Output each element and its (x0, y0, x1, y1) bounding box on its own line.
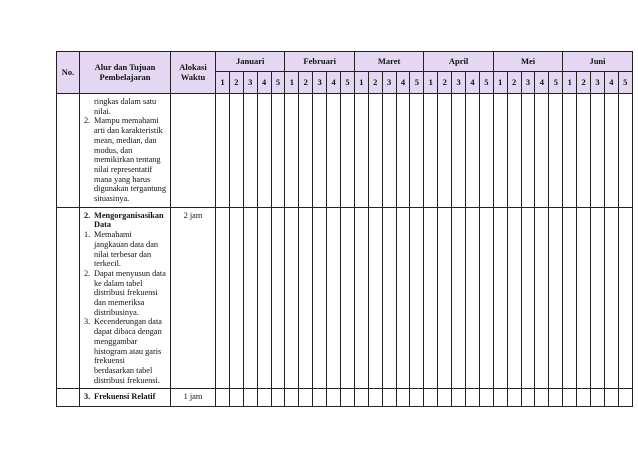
cell-alur (80, 389, 171, 407)
schedule-cell (229, 207, 243, 389)
schedule-cell (604, 389, 618, 407)
schedule-cell (368, 207, 382, 389)
schedule-cell (271, 207, 285, 389)
schedule-cell (285, 94, 299, 208)
header-week: 5 (618, 72, 632, 94)
schedule-cell (285, 207, 299, 389)
schedule-cell (354, 207, 368, 389)
item-number: 2. (84, 116, 91, 126)
list-item (84, 269, 167, 318)
schedule-cell (535, 207, 549, 389)
header-no: No. (57, 52, 80, 94)
schedule-cell (591, 207, 605, 389)
schedule-cell (438, 94, 452, 208)
header-week: 4 (535, 72, 549, 94)
schedule-cell (354, 94, 368, 208)
schedule-cell (521, 207, 535, 389)
table-row (57, 207, 633, 389)
schedule-cell (313, 94, 327, 208)
item-number: 1. (84, 230, 91, 240)
schedule-cell (341, 207, 355, 389)
schedule-cell (341, 389, 355, 407)
item-number: 2. (84, 268, 91, 278)
schedule-cell (327, 207, 341, 389)
header-week: 3 (382, 72, 396, 94)
header-week: 3 (313, 72, 327, 94)
header-week: 2 (229, 72, 243, 94)
header-week: 4 (396, 72, 410, 94)
header-alokasi: Alokasi Waktu (171, 52, 216, 94)
schedule-cell (382, 94, 396, 208)
item-text: Memahami jangkauan data dan nilai terbesar dan terkecil. (94, 230, 159, 269)
continued-text: ringkas dalam satu nilai. (94, 97, 157, 116)
schedule-cell (396, 207, 410, 389)
schedule-cell (549, 94, 563, 208)
schedule-cell (243, 94, 257, 208)
schedule-cell (591, 389, 605, 407)
header-week: 1 (285, 72, 299, 94)
schedule-cell (216, 94, 230, 208)
header-week: 2 (577, 72, 591, 94)
schedule-cell (563, 207, 577, 389)
schedule-cell (438, 207, 452, 389)
schedule-cell (424, 389, 438, 407)
schedule-cell (577, 94, 591, 208)
schedule-cell (354, 389, 368, 407)
header-month: Juni (563, 52, 632, 72)
schedule-cell (618, 207, 632, 389)
header-month: Mei (493, 52, 562, 72)
schedule-cell (299, 389, 313, 407)
schedule-cell (229, 389, 243, 407)
schedule-cell (243, 207, 257, 389)
schedule-cell (493, 94, 507, 208)
schedule-cell (466, 207, 480, 389)
schedule-cell (618, 389, 632, 407)
schedule-cell (382, 389, 396, 407)
header-alur: Alur dan Tujuan Pembelajaran (80, 52, 171, 94)
item-text: Dapat menyusun data ke dalam tabel distribusi frekuensi dan memeriksa distribusinya. (94, 268, 166, 317)
schedule-cell (410, 207, 424, 389)
header-week: 1 (563, 72, 577, 94)
list-item (84, 116, 167, 203)
schedule-cell (243, 389, 257, 407)
heading-text: Frekuensi Relatif (94, 392, 156, 402)
header-week: 4 (604, 72, 618, 94)
schedule-cell (521, 94, 535, 208)
schedule-cell (257, 207, 271, 389)
header-week: 2 (299, 72, 313, 94)
schedule-cell (368, 389, 382, 407)
header-week: 4 (327, 72, 341, 94)
schedule-cell (313, 389, 327, 407)
schedule-cell (382, 207, 396, 389)
schedule-cell (549, 389, 563, 407)
schedule-cell (216, 389, 230, 407)
cell-alokasi (171, 94, 216, 208)
header-month: Februari (285, 52, 354, 72)
schedule-cell (438, 389, 452, 407)
schedule-cell (604, 94, 618, 208)
schedule-cell (452, 207, 466, 389)
header-week: 2 (438, 72, 452, 94)
schedule-cell (479, 389, 493, 407)
header-month: April (424, 52, 493, 72)
schedule-cell (591, 94, 605, 208)
header-week: 5 (341, 72, 355, 94)
schedule-cell (618, 94, 632, 208)
heading-number: 2. (84, 210, 91, 220)
schedule-cell (257, 389, 271, 407)
list-item (84, 317, 167, 385)
header-week: 2 (507, 72, 521, 94)
schedule-cell (299, 94, 313, 208)
schedule-cell (577, 207, 591, 389)
schedule-cell (577, 389, 591, 407)
header-week: 5 (549, 72, 563, 94)
schedule-cell (229, 94, 243, 208)
schedule-cell (216, 207, 230, 389)
schedule-cell (479, 94, 493, 208)
schedule-cell (507, 207, 521, 389)
list-item (84, 230, 167, 269)
header-month: Januari (216, 52, 285, 72)
schedule-cell (604, 207, 618, 389)
cell-alokasi: 1 jam (171, 389, 216, 407)
schedule-cell (493, 207, 507, 389)
schedule-cell (396, 94, 410, 208)
schedule-cell (535, 389, 549, 407)
heading-number: 3. (84, 392, 91, 402)
schedule-cell (327, 389, 341, 407)
schedule-cell (479, 207, 493, 389)
schedule-cell (396, 389, 410, 407)
cell-alokasi: 2 jam (171, 207, 216, 389)
row-heading (84, 211, 167, 230)
cell-no (57, 389, 80, 407)
schedule-cell (299, 207, 313, 389)
schedule-cell (535, 94, 549, 208)
header-week: 1 (216, 72, 230, 94)
schedule-cell (563, 94, 577, 208)
schedule-cell (521, 389, 535, 407)
header-week: 5 (271, 72, 285, 94)
schedule-cell (507, 94, 521, 208)
schedule-cell (313, 207, 327, 389)
schedule-cell (424, 207, 438, 389)
table-row (57, 389, 633, 407)
schedule-cell (285, 389, 299, 407)
heading-text: Mengorganisasikan Data (94, 210, 164, 230)
schedule-cell (466, 94, 480, 208)
header-week: 4 (466, 72, 480, 94)
table-row (57, 94, 633, 208)
schedule-cell (424, 94, 438, 208)
header-week: 1 (354, 72, 368, 94)
header-week: 5 (479, 72, 493, 94)
schedule-cell (271, 389, 285, 407)
cell-no (57, 207, 80, 389)
header-week: 1 (424, 72, 438, 94)
schedule-cell (549, 207, 563, 389)
schedule-cell (327, 94, 341, 208)
header-week: 5 (410, 72, 424, 94)
schedule-cell (271, 94, 285, 208)
schedule-cell (563, 389, 577, 407)
item-text: Kecenderungan data dapat dibaca dengan menggambar histogram atau garis frekuensi berdasarkan tabel distribusi frekuensi. (94, 317, 162, 385)
schedule-cell (410, 94, 424, 208)
schedule-cell (257, 94, 271, 208)
row-heading (84, 392, 167, 402)
schedule-table (56, 51, 633, 407)
item-number: 3. (84, 317, 91, 327)
header-week: 3 (591, 72, 605, 94)
schedule-cell (452, 389, 466, 407)
schedule-cell (452, 94, 466, 208)
schedule-cell (410, 389, 424, 407)
schedule-cell (507, 389, 521, 407)
schedule-cell (341, 94, 355, 208)
cell-alur (80, 94, 171, 208)
header-week: 3 (243, 72, 257, 94)
schedule-cell (466, 389, 480, 407)
item-text: Mampu memahami arti dan karakteristik mean, median, dan modus, dan memikirkan tentang nilai representatif mana yang harus digunakan tergantung situasinya. (94, 116, 166, 204)
header-week: 1 (493, 72, 507, 94)
header-week: 3 (521, 72, 535, 94)
header-week: 4 (257, 72, 271, 94)
cell-no (57, 94, 80, 208)
header-week: 2 (368, 72, 382, 94)
schedule-cell (368, 94, 382, 208)
header-month: Maret (354, 52, 423, 72)
header-week: 3 (452, 72, 466, 94)
cell-alur (80, 207, 171, 389)
schedule-cell (493, 389, 507, 407)
